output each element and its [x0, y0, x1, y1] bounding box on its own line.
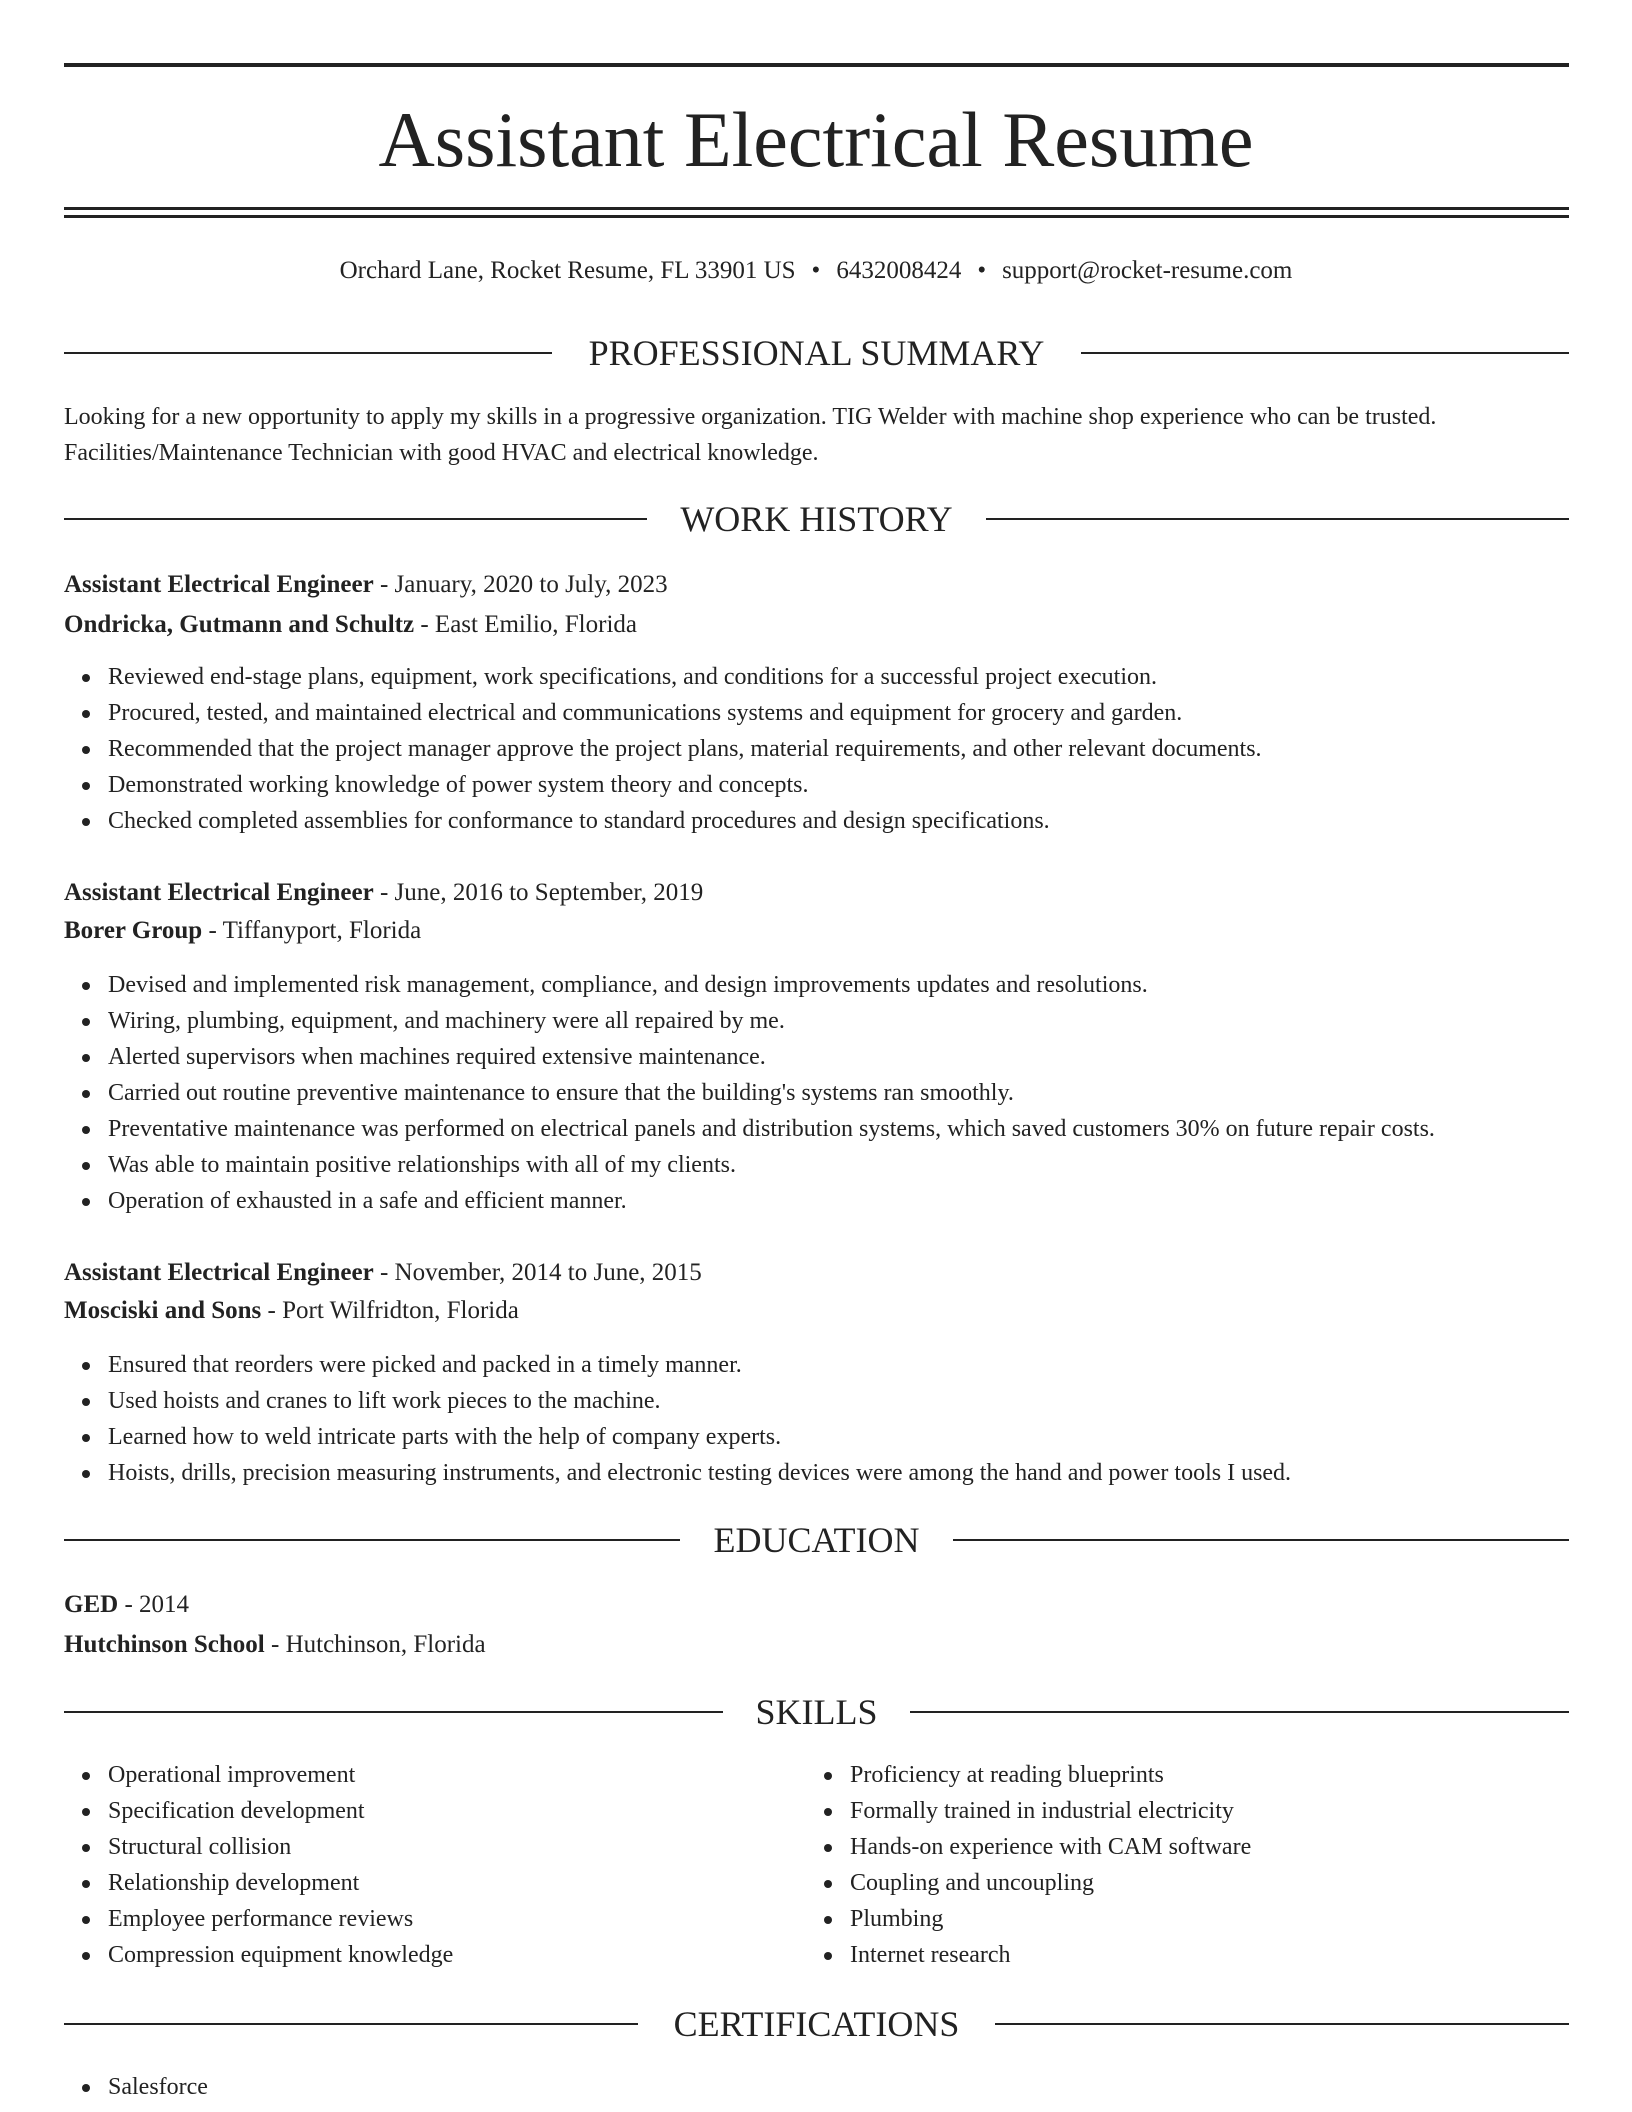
education-year: - 2014 [118, 1591, 190, 1618]
contact-address: Orchard Lane, Rocket Resume, FL 33901 US [339, 257, 796, 284]
skills-list-left [64, 1757, 453, 1973]
job-bullet: Carried out routine preventive maintenance to ensure that the building's systems ran smoothly. [108, 1075, 1435, 1111]
skill-item: Operational improvement [108, 1757, 453, 1793]
job-company-line [64, 913, 1569, 949]
job-bullets [64, 659, 1262, 839]
section-heading-education [64, 1518, 1569, 1562]
job-bullets [64, 1347, 1291, 1491]
header-double-rule-lower [64, 215, 1569, 218]
contact-email: support@rocket-resume.com [1002, 257, 1293, 284]
job-bullet: Learned how to weld intricate parts with the help of company experts. [108, 1419, 1291, 1455]
skill-item: Employee performance reviews [108, 1901, 453, 1937]
work-heading: WORK HISTORY [680, 499, 953, 539]
contact-separator: • [811, 257, 821, 284]
job-company: Mosciski and Sons [64, 1297, 262, 1324]
job-title: Assistant Electrical Engineer [64, 879, 374, 906]
certification-item: Salesforce [108, 2069, 208, 2105]
education-school: Hutchinson School [64, 1631, 265, 1658]
skill-item: Formally trained in industrial electricity [850, 1793, 1251, 1829]
job-title-line [64, 1255, 1569, 1291]
education-location: - Hutchinson, Florida [264, 1631, 486, 1658]
education-degree-line [64, 1587, 1569, 1623]
job-bullet: Used hoists and cranes to lift work pieces to the machine. [108, 1383, 1291, 1419]
job-bullet: Ensured that reorders were picked and packed in a timely manner. [108, 1347, 1291, 1383]
education-degree: GED [64, 1591, 119, 1618]
skills-heading: SKILLS [755, 1692, 878, 1732]
job-dates: - June, 2016 to September, 2019 [373, 879, 704, 906]
job-company: Borer Group [64, 917, 203, 944]
job-title-line [64, 875, 1569, 911]
job-bullet: Checked completed assemblies for conformance to standard procedures and design specifications. [108, 803, 1262, 839]
resume-title: Assistant Electrical Resume [378, 96, 1254, 183]
skill-item: Internet research [850, 1937, 1251, 1973]
skill-item: Structural collision [108, 1829, 453, 1865]
section-heading-certifications [64, 2002, 1569, 2046]
job-bullet: Procured, tested, and maintained electrical and communications systems and equipment for grocery and garden. [108, 695, 1262, 731]
summary-heading: PROFESSIONAL SUMMARY [588, 333, 1045, 373]
section-heading-summary [64, 331, 1569, 375]
education-school-line [64, 1627, 1569, 1663]
contact-phone: 6432008424 [836, 257, 962, 284]
job-bullet: Devised and implemented risk management, compliance, and design improvements updates and resolutions. [108, 967, 1435, 1003]
job-title: Assistant Electrical Engineer [64, 1259, 374, 1286]
job-bullet: Recommended that the project manager approve the project plans, material requirements, and other relevant documents. [108, 731, 1262, 767]
skill-item: Compression equipment knowledge [108, 1937, 453, 1973]
job-location: - Tiffanyport, Florida [202, 917, 422, 944]
skill-item: Coupling and uncoupling [850, 1865, 1251, 1901]
job-company-line [64, 607, 1569, 643]
skill-item: Plumbing [850, 1901, 1251, 1937]
job-bullet: Demonstrated working knowledge of power system theory and concepts. [108, 767, 1262, 803]
job-bullet: Hoists, drills, precision measuring instruments, and electronic testing devices were among the hand and power tools I used. [108, 1455, 1291, 1491]
job-bullet: Was able to maintain positive relationships with all of my clients. [108, 1147, 1435, 1183]
skill-item: Proficiency at reading blueprints [850, 1757, 1251, 1793]
contact-separator: • [977, 257, 987, 284]
job-dates: - January, 2020 to July, 2023 [373, 571, 668, 598]
section-heading-work [64, 497, 1569, 541]
job-bullet: Alerted supervisors when machines required extensive maintenance. [108, 1039, 1435, 1075]
header-double-rule-upper [64, 207, 1569, 210]
job-bullet: Reviewed end-stage plans, equipment, work specifications, and conditions for a successful project execution. [108, 659, 1262, 695]
job-location: - East Emilio, Florida [414, 611, 637, 638]
certifications-heading: CERTIFICATIONS [673, 2004, 960, 2044]
certifications-list [64, 2069, 208, 2105]
job-company-line [64, 1293, 1569, 1329]
job-location: - Port Wilfridton, Florida [261, 1297, 519, 1324]
education-heading: EDUCATION [713, 1520, 920, 1560]
job-bullet: Wiring, plumbing, equipment, and machinery were all repaired by me. [108, 1003, 1435, 1039]
skill-item: Specification development [108, 1793, 453, 1829]
header-top-rule [64, 63, 1569, 67]
skill-item: Relationship development [108, 1865, 453, 1901]
summary-text: Looking for a new opportunity to apply my skills in a progressive organization. TIG Welder with machine shop experience who can be trusted. Facilities/Maintenance Technician with good HVAC and electrical knowledge. [64, 404, 1437, 466]
job-dates: - November, 2014 to June, 2015 [373, 1259, 702, 1286]
skills-list-right [806, 1757, 1251, 1973]
contact-line [0, 254, 1632, 288]
job-bullets [64, 967, 1435, 1219]
job-title: Assistant Electrical Engineer [64, 571, 374, 598]
job-bullet: Preventative maintenance was performed on electrical panels and distribution systems, which saved customers 30% on future repair costs. [108, 1111, 1435, 1147]
section-heading-skills [64, 1690, 1569, 1734]
job-title-line [64, 567, 1569, 603]
skill-item: Hands-on experience with CAM software [850, 1829, 1251, 1865]
job-bullet: Operation of exhausted in a safe and efficient manner. [108, 1183, 1435, 1219]
job-company: Ondricka, Gutmann and Schultz [64, 611, 415, 638]
